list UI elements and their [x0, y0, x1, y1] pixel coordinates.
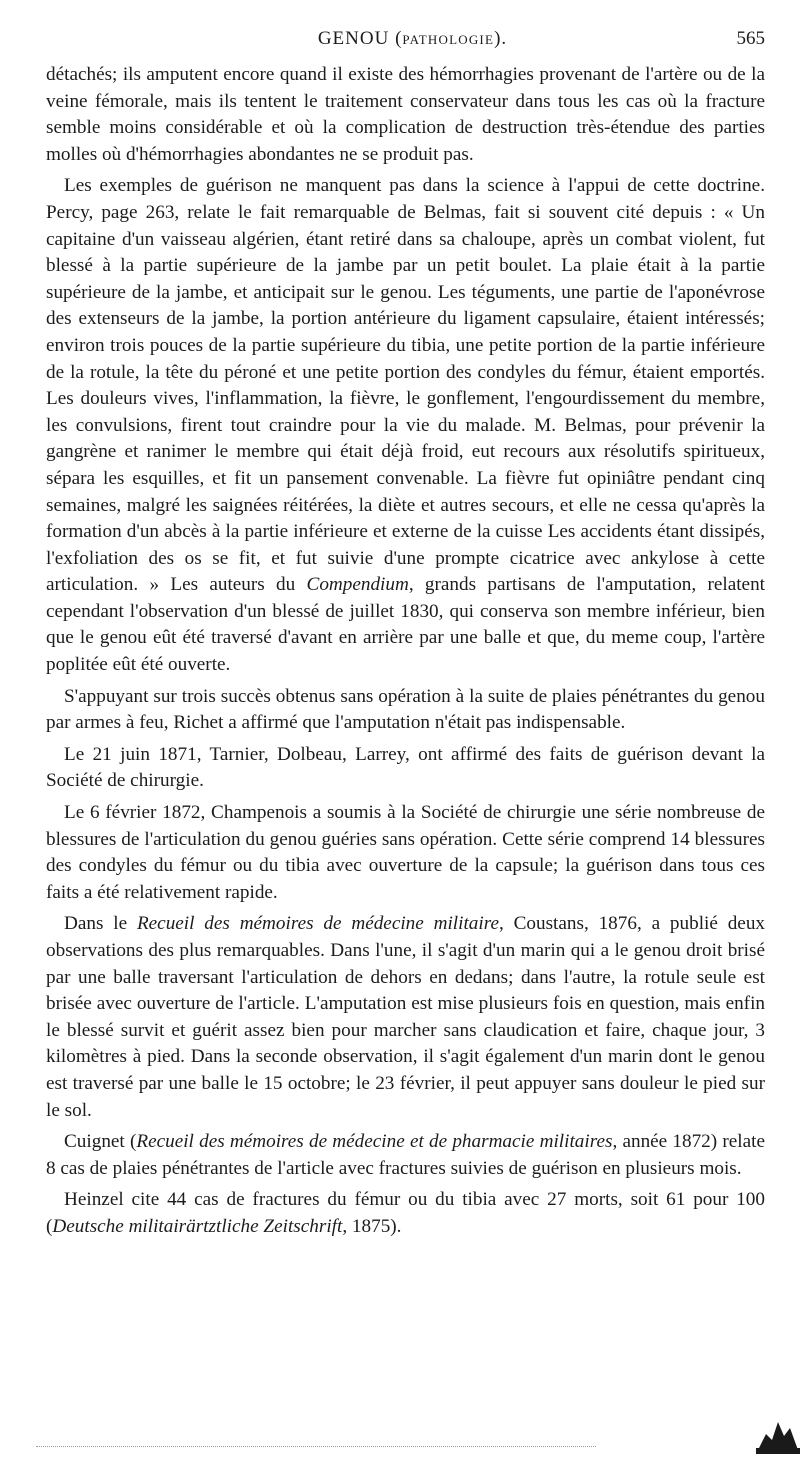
italic-title-span: Compendium [306, 574, 409, 596]
text-span: détachés; ils amputent encore quand il existe des hémorrhagies provenant de l'artère ou de la veine fémorale, mais ils tentent le traitement conservateur dans tous les cas où la fracture semble moins considérable et où la complication de destruction très-étendue des parties molles où d'hémorrhagies abondantes ne se produit pas. [46, 64, 765, 165]
paragraph [46, 911, 765, 1124]
text-span: , année 1872) relate 8 cas de plaies pénétrantes de l'article avec fractures suivies de guérison en plusieurs mois. [46, 1131, 765, 1179]
paragraph [46, 173, 765, 678]
text-span: , 1875). [342, 1215, 402, 1237]
running-title-main: GENOU [317, 28, 390, 49]
text-span: , grands partisans de l'amputation, relatent cependant l'observation d'un blessé de juillet 1830, qui conserva son membre inférieur, bien que le genou eût été traversé d'avant en arrière par une balle et que, du meme coup, l'artère poplitée eût été ouverte. [46, 574, 765, 676]
binding-stamp-mark [752, 1410, 800, 1454]
body-text [46, 62, 765, 1246]
text-span: Les exemples de guérison ne manquent pas dans la science à l'appui de cette doctrine. Percy, page 263, relate le fait remarquable de Belmas, fait si souvent cité depuis : « Un capitaine d'un vaisseau algérien, étant retiré dans sa chaloupe, après un combat violent, fut blessé à la partie supérieure de la jambe par un petit boulet. La plaie était à la partie supérieure de la jambe, et anticipait sur le genou. Les téguments, une partie de l'aponévrose des extenseurs de la jambe, la portion antérieure du ligament capsulaire, étaient intéressés; environ trois pouces de la partie supérieure du tibia, une petite portion de la partie inférieure de la rotule, la tête du péroné et une petite portion des condyles du fémur, étaient emportés. Les douleurs vives, l'inflammation, la fièvre, le gonflement, l'engourdissement du membre, les convulsions, firent tout craindre pour la vie du malade. M. Belmas, pour prévenir la gangrène et ranimer le membre qui était déjà froid, eut recours aux résolutifs spiritueux, sépara les esquilles, et fit un pansement convenable. La fièvre fut opiniâtre pendant cinq semaines, malgré les saignées réitérées, la diète et autres secours, et elle ne cessa qu'après la formation d'un abcès à la partie inférieure et externe de la cuisse Les accidents étant dissipés, l'exfoliation des os se fit, et fut suivie d'une prompte cicatrice avec ankylose à cette articulation. » Les auteurs du [46, 175, 765, 596]
running-title-sub: PATHOLOGIE [402, 32, 495, 47]
text-span: Dans le [64, 913, 137, 935]
italic-title-span: Recueil des mémoires de médecine et de pharmacie militaires [136, 1131, 613, 1153]
text-span: Cuignet ( [64, 1131, 137, 1153]
text-span: Heinzel cite 44 cas de fractures du fémur ou du tibia avec 27 morts, soit 61 pour 100 ( [46, 1189, 765, 1237]
text-span: Le 21 juin 1871, Tarnier, Dolbeau, Larrey, ont affirmé des faits de guérison devant la Société de chirurgie. [46, 743, 765, 792]
running-title [60, 28, 765, 50]
text-span: S'appuyant sur trois succès obtenus sans opération à la suite de plaies pénétrantes du genou par armes à feu, Richet a affirmé que l'amputation n'était pas indispensable. [46, 685, 765, 734]
paragraph [46, 800, 765, 906]
running-header [60, 28, 765, 52]
paragraph [46, 1187, 765, 1240]
paragraph [46, 684, 765, 737]
italic-title-span: Recueil des mémoires de médecine militaire [136, 913, 499, 935]
paragraph [46, 742, 765, 795]
paragraph [46, 1129, 765, 1182]
italic-title-span: Deutsche militairärtztliche Zeitschrift [52, 1215, 343, 1237]
text-span: , Coustans, 1876, a publié deux observations des plus remarquables. Dans l'une, il s'agit d'un marin qui a le genou droit brisé par une balle traversant l'articulation de dehors en dedans; dans l'autre, la rotule seule est brisée avec ouverture de l'article. L'amputation est mise plusieurs fois en question, mais enfin le blessé survit et guérit assez bien pour marcher sans claudication et faire, chaque jour, 3 kilomètres à pied. Dans la seconde observation, il s'agit également d'un marin dont le genou est traversé par une balle le 15 octobre; le 23 février, il peut appuyer sans douleur le pied sur le sol. [46, 913, 766, 1121]
text-span: Le 6 février 1872, Champenois a soumis à la Société de chirurgie une série nombreuse de blessures de l'articulation du genou guéries sans opération. Cette série comprend 14 blessures des condyles du fémur ou du tibia avec ouverture de la capsule; la guérison dans tous ces faits a été relativement rapide. [46, 802, 765, 903]
page-number: 565 [736, 28, 765, 49]
paragraph [46, 62, 765, 168]
running-title-close: ). [494, 28, 508, 49]
running-title-open: ( [389, 28, 403, 49]
footer-dotted-rule [36, 1446, 596, 1447]
